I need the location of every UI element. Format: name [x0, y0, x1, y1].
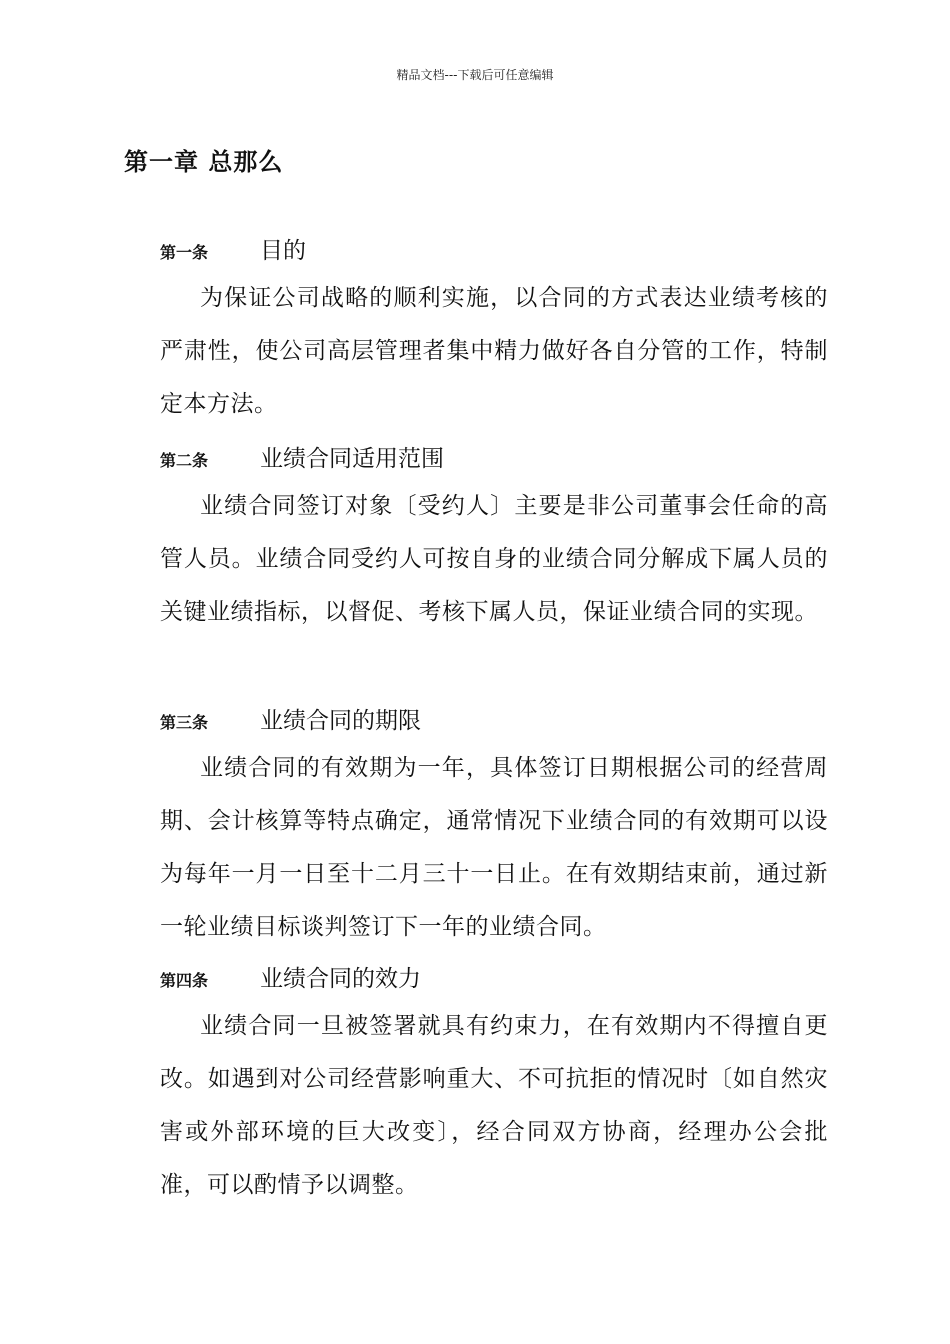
article-heading [160, 440, 828, 480]
article-title: 业绩合同的期限 [260, 708, 421, 734]
article-body: 为保证公司战略的顺利实施，以合同的方式表达业绩考核的严肃性，使公司高层管理者集中精力做好各自分管的工作，特制定本方法。 [160, 285, 828, 417]
article-heading [160, 960, 828, 1000]
article-number: 第三条 [160, 713, 209, 732]
article-heading [160, 232, 828, 272]
article-1 [160, 232, 828, 431]
article-number: 第二条 [160, 451, 209, 470]
article-2 [160, 440, 828, 639]
article-title: 业绩合同适用范围 [260, 446, 444, 472]
article-number: 第四条 [160, 971, 209, 990]
article-heading [160, 702, 828, 742]
article-3 [160, 702, 828, 954]
article-body: 业绩合同的有效期为一年，具体签订日期根据公司的经营周期、会计核算等特点确定，通常情况下业绩合同的有效期可以设为每年一月一日至十二月三十一日止。在有效期结束前，通过新一轮业绩目标谈判签订下一年的业绩合同。 [160, 755, 828, 940]
article-title: 目的 [260, 238, 306, 264]
chapter-title: 第一章 总那么 [124, 148, 284, 176]
article-title: 业绩合同的效力 [260, 966, 421, 992]
article-body: 业绩合同一旦被签署就具有约束力，在有效期内不得擅自更改。如遇到对公司经营影响重大、不可抗拒的情况时〔如自然灾害或外部环境的巨大改变〕，经合同双方协商，经理办公会批准，可以酌情予以调整。 [160, 1013, 828, 1198]
article-body: 业绩合同签订对象〔受约人〕主要是非公司董事会任命的高管人员。业绩合同受约人可按自身的业绩合同分解成下属人员的关键业绩指标，以督促、考核下属人员，保证业绩合同的实现。 [160, 493, 828, 625]
article-number: 第一条 [160, 243, 209, 262]
header-watermark: 精品文档---下载后可任意编辑 [396, 68, 554, 82]
article-4 [160, 960, 828, 1212]
